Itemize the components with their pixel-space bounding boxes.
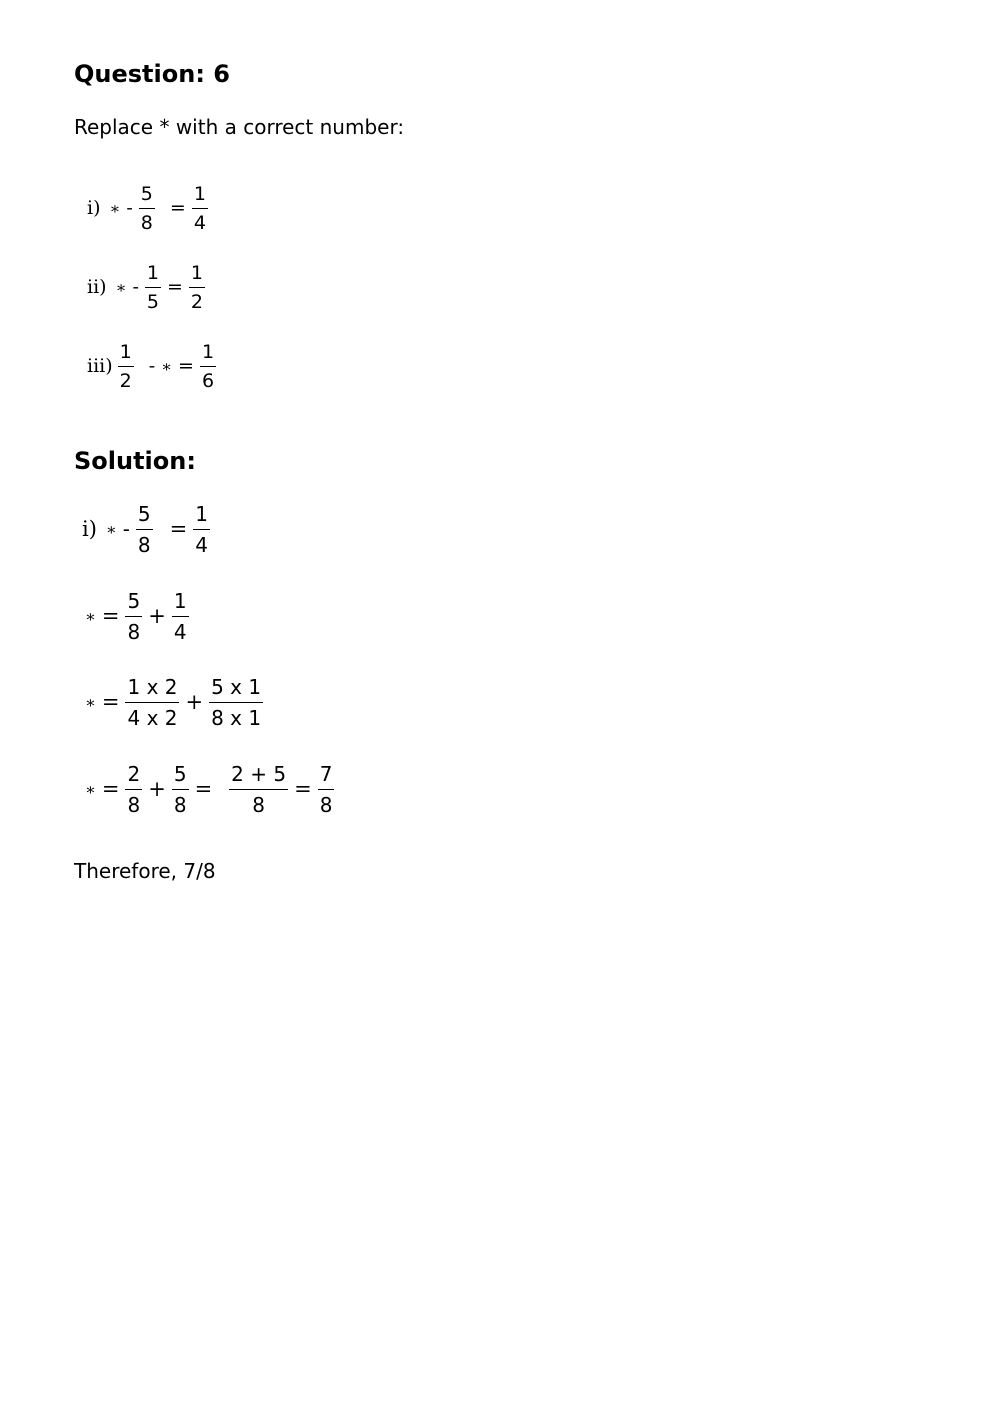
minus-sign: - [122,517,130,541]
numerator: 5 [173,762,187,786]
fraction-bar [193,529,210,530]
fraction-bar [229,789,288,790]
minus-sign: - [132,276,139,298]
plus-sign: + [185,690,204,714]
equals-sign: = [169,197,186,219]
numerator: 1 [193,183,206,205]
numerator: 1 [195,502,208,526]
fraction [172,762,189,817]
solution-step-2 [82,589,192,644]
fraction [125,762,142,817]
equals-sign: = [194,777,213,801]
denominator: 2 [190,291,203,313]
fraction [172,589,189,644]
denominator: 8 [127,793,141,817]
denominator: 5 [146,291,159,313]
equals-sign: = [101,690,120,714]
numerator: 1 [190,262,203,284]
equals-sign: = [101,604,120,628]
fraction [118,341,134,392]
fraction [125,589,142,644]
denominator: 4 [173,620,187,644]
denominator: 4 x 2 [127,706,178,730]
denominator: 8 [140,212,153,234]
asterisk-symbol: ∗ [109,198,121,218]
equals-sign: = [166,276,183,298]
fraction [125,675,179,730]
asterisk-symbol: ∗ [85,692,96,712]
fraction [192,183,208,234]
fraction [189,262,205,313]
question-equation-1 [87,183,211,234]
minus-sign: - [126,197,133,219]
numerator: 5 [137,502,151,526]
plus-sign: + [148,777,166,801]
numerator: 1 [119,341,132,363]
fraction [193,502,210,557]
question-equation-3 [87,341,219,392]
numerator: 2 + 5 [231,762,287,786]
fraction-bar [192,208,208,209]
fraction-bar [145,287,161,288]
equation-label: i) [82,517,97,541]
denominator: 8 [252,793,265,817]
solution-step-4 [82,762,337,817]
numerator: 2 [127,762,141,786]
fraction-bar [172,616,189,617]
asterisk-symbol: ∗ [115,277,127,297]
solution-conclusion: Therefore, 7/8 [74,859,216,883]
fraction-bar [125,616,142,617]
fraction [145,262,161,313]
fraction-bar [318,789,335,790]
numerator: 1 x 2 [127,675,178,699]
denominator: 8 x 1 [211,706,262,730]
solution-heading: Solution: [74,447,196,475]
numerator: 5 [127,589,141,613]
fraction-bar [209,702,263,703]
fraction-bar [125,789,142,790]
plus-sign: + [148,604,166,628]
fraction [229,762,288,817]
equation-label: ii) [87,276,107,298]
fraction [318,762,335,817]
denominator: 4 [193,212,206,234]
minus-sign: - [148,355,156,377]
equation-label: i) [87,197,101,219]
asterisk-symbol: ∗ [85,606,96,626]
denominator: 6 [201,370,215,392]
equals-sign: = [169,517,188,541]
numerator: 7 [319,762,333,786]
solution-step-1 [82,502,213,557]
fraction-bar [200,366,216,367]
solution-step-3 [82,675,266,730]
fraction [200,341,216,392]
fraction-bar [118,366,134,367]
numerator: 1 [173,589,187,613]
denominator: 8 [127,620,141,644]
fraction [209,675,263,730]
question-instruction: Replace * with a correct number: [74,115,405,139]
fraction-bar [139,208,155,209]
numerator: 1 [201,341,215,363]
question-heading: Question: 6 [74,60,230,88]
equals-sign: = [294,777,312,801]
fraction [136,502,153,557]
question-equation-2 [87,262,208,313]
numerator: 5 [140,183,153,205]
denominator: 4 [195,533,208,557]
denominator: 2 [119,370,132,392]
denominator: 8 [319,793,333,817]
fraction-bar [172,789,189,790]
fraction-bar [189,287,205,288]
denominator: 8 [137,533,151,557]
equals-sign: = [178,355,194,377]
equals-sign: = [101,777,120,801]
denominator: 8 [173,793,187,817]
numerator: 1 [146,262,159,284]
fraction [139,183,155,234]
asterisk-symbol: ∗ [85,779,96,799]
numerator: 5 x 1 [211,675,262,699]
asterisk-symbol: ∗ [105,519,117,539]
asterisk-symbol: ∗ [161,356,173,376]
fraction-bar [136,529,153,530]
fraction-bar [125,702,179,703]
equation-label: iii) [87,355,113,377]
